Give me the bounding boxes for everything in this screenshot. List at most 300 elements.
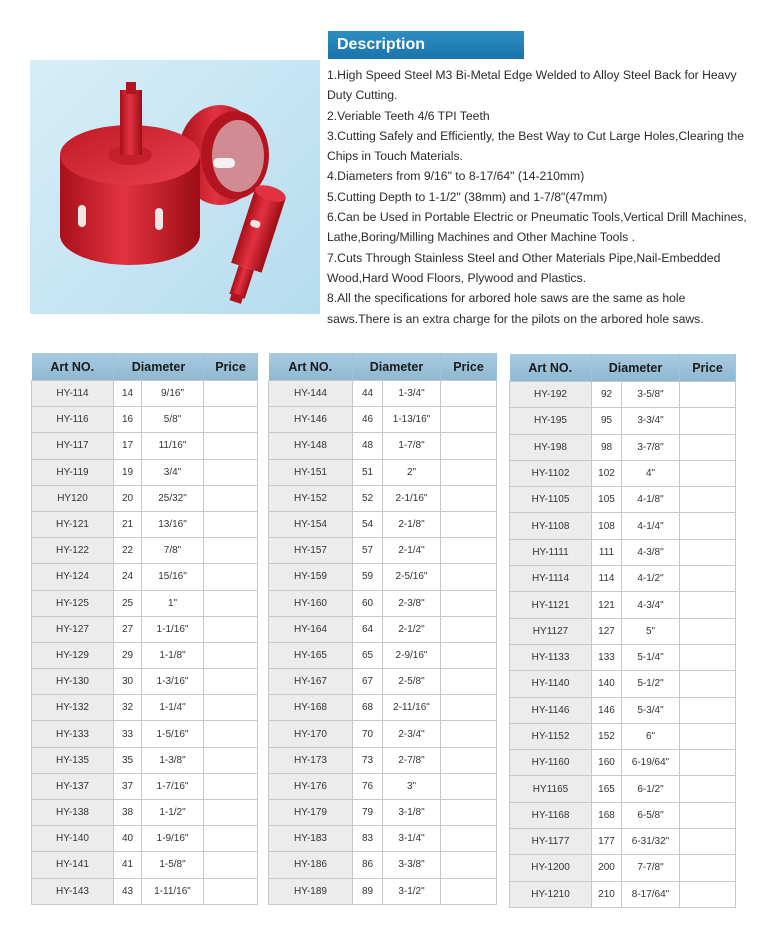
- diameter-inch-cell: 2": [383, 459, 441, 485]
- diameter-mm-cell: 70: [353, 721, 383, 747]
- diameter-inch-cell: 3-1/8": [383, 800, 441, 826]
- art-no-cell: HY-165: [269, 642, 353, 668]
- table-row: [269, 538, 497, 564]
- diameter-inch-cell: 11/16": [142, 433, 204, 459]
- art-no-cell: HY-1168: [510, 802, 592, 828]
- art-no-cell: HY-130: [32, 669, 114, 695]
- art-no-cell: HY-127: [32, 616, 114, 642]
- diameter-inch-cell: 5-3/4": [622, 697, 680, 723]
- table-row: [32, 852, 258, 878]
- diameter-mm-cell: 60: [353, 590, 383, 616]
- table-row: [269, 721, 497, 747]
- diameter-mm-cell: 16: [114, 407, 142, 433]
- price-cell: [204, 721, 258, 747]
- price-cell: [680, 750, 736, 776]
- diameter-inch-cell: 2-9/16": [383, 642, 441, 668]
- spec-table-2: [268, 353, 497, 905]
- diameter-mm-cell: 168: [592, 802, 622, 828]
- diameter-mm-cell: 33: [114, 721, 142, 747]
- diameter-inch-cell: 4": [622, 460, 680, 486]
- diameter-inch-cell: 5": [622, 618, 680, 644]
- description-list: [327, 65, 747, 329]
- art-no-cell: HY-159: [269, 564, 353, 590]
- art-no-cell: HY-138: [32, 800, 114, 826]
- table-row: [510, 776, 736, 802]
- diameter-mm-cell: 79: [353, 800, 383, 826]
- table-row: [269, 800, 497, 826]
- table-row: [32, 669, 258, 695]
- price-cell: [204, 485, 258, 511]
- art-no-cell: HY-141: [32, 852, 114, 878]
- diameter-header: Diameter: [592, 354, 680, 382]
- art-no-cell: HY-160: [269, 590, 353, 616]
- diameter-mm-cell: 43: [114, 878, 142, 904]
- diameter-mm-cell: 51: [353, 459, 383, 485]
- diameter-inch-cell: 3": [383, 773, 441, 799]
- art-no-cell: HY-1108: [510, 513, 592, 539]
- table-row: [510, 671, 736, 697]
- art-no-cell: HY1127: [510, 618, 592, 644]
- description-header: Description: [328, 31, 524, 59]
- art-no-cell: HY-1210: [510, 881, 592, 907]
- diameter-mm-cell: 210: [592, 881, 622, 907]
- price-cell: [441, 826, 497, 852]
- price-cell: [680, 776, 736, 802]
- price-cell: [204, 878, 258, 904]
- price-cell: [441, 852, 497, 878]
- table-row: [510, 881, 736, 907]
- table-row: [269, 642, 497, 668]
- price-cell: [441, 511, 497, 537]
- diameter-inch-cell: 3-1/2": [383, 878, 441, 904]
- art-no-cell: HY-133: [32, 721, 114, 747]
- price-cell: [204, 590, 258, 616]
- art-no-cell: HY-125: [32, 590, 114, 616]
- diameter-mm-cell: 29: [114, 642, 142, 668]
- diameter-inch-cell: 2-1/16": [383, 485, 441, 511]
- diameter-mm-cell: 48: [353, 433, 383, 459]
- diameter-inch-cell: 7/8": [142, 538, 204, 564]
- table-row: [32, 485, 258, 511]
- table-row: [269, 564, 497, 590]
- diameter-inch-cell: 1-1/16": [142, 616, 204, 642]
- diameter-inch-cell: 3-5/8": [622, 382, 680, 408]
- diameter-mm-cell: 127: [592, 618, 622, 644]
- art-no-cell: HY-140: [32, 826, 114, 852]
- art-no-cell: HY-154: [269, 511, 353, 537]
- art-no-cell: HY120: [32, 485, 114, 511]
- diameter-inch-cell: 2-11/16": [383, 695, 441, 721]
- table-row: [510, 697, 736, 723]
- table-row: [269, 747, 497, 773]
- table-row: [32, 564, 258, 590]
- diameter-inch-cell: 6-1/2": [622, 776, 680, 802]
- table-row: [510, 592, 736, 618]
- art-no-cell: HY-1105: [510, 487, 592, 513]
- diameter-mm-cell: 52: [353, 485, 383, 511]
- art-no-cell: HY-148: [269, 433, 353, 459]
- table-row: [269, 433, 497, 459]
- diameter-mm-cell: 57: [353, 538, 383, 564]
- price-cell: [680, 855, 736, 881]
- diameter-inch-cell: 2-5/16": [383, 564, 441, 590]
- price-cell: [680, 539, 736, 565]
- price-cell: [204, 407, 258, 433]
- diameter-mm-cell: 86: [353, 852, 383, 878]
- diameter-mm-cell: 114: [592, 566, 622, 592]
- diameter-mm-cell: 146: [592, 697, 622, 723]
- diameter-mm-cell: 40: [114, 826, 142, 852]
- price-cell: [204, 642, 258, 668]
- diameter-inch-cell: 5/8": [142, 407, 204, 433]
- table-row: [510, 460, 736, 486]
- hole-saw-illustration: [30, 60, 320, 314]
- table-row: [510, 434, 736, 460]
- art-no-cell: HY-135: [32, 747, 114, 773]
- price-cell: [441, 433, 497, 459]
- diameter-mm-cell: 64: [353, 616, 383, 642]
- art-no-cell: HY-157: [269, 538, 353, 564]
- price-cell: [204, 381, 258, 407]
- price-cell: [680, 697, 736, 723]
- table-row: [510, 750, 736, 776]
- art-no-cell: HY-146: [269, 407, 353, 433]
- diameter-inch-cell: 1-5/8": [142, 852, 204, 878]
- art-no-cell: HY-192: [510, 382, 592, 408]
- diameter-mm-cell: 111: [592, 539, 622, 565]
- diameter-mm-cell: 73: [353, 747, 383, 773]
- price-cell: [441, 695, 497, 721]
- table-row: [32, 511, 258, 537]
- diameter-inch-cell: 6-19/64": [622, 750, 680, 776]
- table-row: [32, 407, 258, 433]
- description-item: 5.Cutting Depth to 1-1/2" (38mm) and 1-7/8"(47mm): [327, 189, 608, 204]
- diameter-inch-cell: 2-1/2": [383, 616, 441, 642]
- table-row: [32, 878, 258, 904]
- table-row: [32, 695, 258, 721]
- table-row: [32, 433, 258, 459]
- price-cell: [441, 564, 497, 590]
- diameter-mm-cell: 165: [592, 776, 622, 802]
- diameter-inch-cell: 25/32": [142, 485, 204, 511]
- art-no-cell: HY1165: [510, 776, 592, 802]
- art-no-cell: HY-168: [269, 695, 353, 721]
- table-row: [510, 855, 736, 881]
- art-no-header: Art NO.: [510, 354, 592, 382]
- art-no-cell: HY-1152: [510, 723, 592, 749]
- table-row: [510, 566, 736, 592]
- diameter-mm-cell: 54: [353, 511, 383, 537]
- price-cell: [680, 881, 736, 907]
- diameter-inch-cell: 3-3/4": [622, 408, 680, 434]
- diameter-mm-cell: 67: [353, 669, 383, 695]
- diameter-inch-cell: 1-7/8": [383, 433, 441, 459]
- diameter-inch-cell: 15/16": [142, 564, 204, 590]
- diameter-inch-cell: 1-11/16": [142, 878, 204, 904]
- diameter-mm-cell: 21: [114, 511, 142, 537]
- table-row: [510, 513, 736, 539]
- description-item: 3.Cutting Safely and Efficiently, the Best Way to Cut Large Holes,Clearing the Chips in Touch Materials.: [327, 128, 745, 164]
- price-cell: [441, 590, 497, 616]
- price-cell: [204, 852, 258, 878]
- price-cell: [680, 487, 736, 513]
- price-cell: [680, 408, 736, 434]
- art-no-header: Art NO.: [269, 353, 353, 381]
- table-row: [32, 590, 258, 616]
- diameter-inch-cell: 1-13/16": [383, 407, 441, 433]
- price-cell: [680, 644, 736, 670]
- price-header: Price: [441, 353, 497, 381]
- diameter-mm-cell: 200: [592, 855, 622, 881]
- diameter-mm-cell: 65: [353, 642, 383, 668]
- table-row: [269, 590, 497, 616]
- art-no-cell: HY-186: [269, 852, 353, 878]
- table-row: [269, 485, 497, 511]
- diameter-inch-cell: 7-7/8": [622, 855, 680, 881]
- description-item: 2.Veriable Teeth 4/6 TPI Teeth: [327, 108, 490, 123]
- table-row: [32, 773, 258, 799]
- table-row: [269, 381, 497, 407]
- diameter-mm-cell: 19: [114, 459, 142, 485]
- table-row: [510, 408, 736, 434]
- table-row: [32, 826, 258, 852]
- table-row: [32, 747, 258, 773]
- diameter-inch-cell: 1-7/16": [142, 773, 204, 799]
- diameter-mm-cell: 105: [592, 487, 622, 513]
- table-row: [510, 382, 736, 408]
- product-photo: [30, 60, 320, 314]
- price-cell: [680, 460, 736, 486]
- art-no-cell: HY-132: [32, 695, 114, 721]
- price-cell: [204, 773, 258, 799]
- art-no-cell: HY-189: [269, 878, 353, 904]
- art-no-cell: HY-195: [510, 408, 592, 434]
- price-cell: [680, 829, 736, 855]
- price-cell: [441, 669, 497, 695]
- art-no-cell: HY-117: [32, 433, 114, 459]
- price-cell: [680, 671, 736, 697]
- table-row: [510, 487, 736, 513]
- diameter-inch-cell: 6": [622, 723, 680, 749]
- table-row: [269, 852, 497, 878]
- diameter-mm-cell: 59: [353, 564, 383, 590]
- diameter-mm-cell: 108: [592, 513, 622, 539]
- art-no-cell: HY-137: [32, 773, 114, 799]
- art-no-cell: HY-176: [269, 773, 353, 799]
- art-no-cell: HY-1121: [510, 592, 592, 618]
- diameter-inch-cell: 8-17/64": [622, 881, 680, 907]
- table-row: [510, 829, 736, 855]
- price-cell: [441, 642, 497, 668]
- price-cell: [441, 407, 497, 433]
- price-cell: [441, 878, 497, 904]
- diameter-header: Diameter: [114, 353, 204, 381]
- diameter-inch-cell: 1-3/4": [383, 381, 441, 407]
- table-row: [269, 878, 497, 904]
- art-no-cell: HY-124: [32, 564, 114, 590]
- diameter-mm-cell: 89: [353, 878, 383, 904]
- art-no-cell: HY-143: [32, 878, 114, 904]
- diameter-mm-cell: 14: [114, 381, 142, 407]
- table-row: [269, 695, 497, 721]
- diameter-inch-cell: 3-3/8": [383, 852, 441, 878]
- diameter-inch-cell: 2-5/8": [383, 669, 441, 695]
- table-row: [32, 459, 258, 485]
- price-cell: [441, 721, 497, 747]
- diameter-inch-cell: 5-1/2": [622, 671, 680, 697]
- price-cell: [204, 695, 258, 721]
- diameter-mm-cell: 98: [592, 434, 622, 460]
- art-no-cell: HY-164: [269, 616, 353, 642]
- description-item: 4.Diameters from 9/16" to 8-17/64" (14-210mm): [327, 169, 585, 184]
- art-no-cell: HY-1177: [510, 829, 592, 855]
- price-cell: [441, 381, 497, 407]
- art-no-cell: HY-167: [269, 669, 353, 695]
- description-item: 1.High Speed Steel M3 Bi-Metal Edge Welded to Alloy Steel Back for Heavy Duty Cutting.: [327, 68, 737, 103]
- table-row: [32, 642, 258, 668]
- diameter-mm-cell: 133: [592, 644, 622, 670]
- price-cell: [680, 566, 736, 592]
- art-no-cell: HY-198: [510, 434, 592, 460]
- art-no-cell: HY-179: [269, 800, 353, 826]
- diameter-inch-cell: 1": [142, 590, 204, 616]
- price-cell: [680, 592, 736, 618]
- diameter-header: Diameter: [353, 353, 441, 381]
- diameter-mm-cell: 121: [592, 592, 622, 618]
- diameter-inch-cell: 1-3/16": [142, 669, 204, 695]
- art-no-cell: HY-151: [269, 459, 353, 485]
- diameter-mm-cell: 152: [592, 723, 622, 749]
- diameter-inch-cell: 1-3/8": [142, 747, 204, 773]
- price-cell: [204, 800, 258, 826]
- art-no-cell: HY-183: [269, 826, 353, 852]
- diameter-inch-cell: 3-1/4": [383, 826, 441, 852]
- price-cell: [441, 538, 497, 564]
- art-no-cell: HY-122: [32, 538, 114, 564]
- description-item: 7.Cuts Through Stainless Steel and Other Materials Pipe,Nail-Embedded Wood,Hard Wood Floors, Plywood and Plastics.: [327, 250, 721, 285]
- price-cell: [441, 800, 497, 826]
- table-row: [32, 721, 258, 747]
- art-no-cell: HY-114: [32, 381, 114, 407]
- diameter-mm-cell: 38: [114, 800, 142, 826]
- diameter-inch-cell: 4-3/4": [622, 592, 680, 618]
- price-cell: [680, 513, 736, 539]
- table-row: [510, 539, 736, 565]
- table-row: [269, 616, 497, 642]
- diameter-inch-cell: 1-5/16": [142, 721, 204, 747]
- diameter-inch-cell: 4-3/8": [622, 539, 680, 565]
- table-row: [32, 616, 258, 642]
- diameter-mm-cell: 95: [592, 408, 622, 434]
- diameter-inch-cell: 1-1/2": [142, 800, 204, 826]
- diameter-inch-cell: 2-1/4": [383, 538, 441, 564]
- diameter-inch-cell: 4-1/2": [622, 566, 680, 592]
- table-row: [269, 407, 497, 433]
- price-cell: [680, 382, 736, 408]
- table-row: [32, 800, 258, 826]
- diameter-mm-cell: 22: [114, 538, 142, 564]
- art-no-cell: HY-1160: [510, 750, 592, 776]
- art-no-cell: HY-173: [269, 747, 353, 773]
- diameter-inch-cell: 2-3/4": [383, 721, 441, 747]
- art-no-cell: HY-1140: [510, 671, 592, 697]
- diameter-inch-cell: 6-31/32": [622, 829, 680, 855]
- price-cell: [441, 773, 497, 799]
- art-no-cell: HY-1146: [510, 697, 592, 723]
- diameter-mm-cell: 27: [114, 616, 142, 642]
- diameter-mm-cell: 102: [592, 460, 622, 486]
- diameter-inch-cell: 9/16": [142, 381, 204, 407]
- diameter-inch-cell: 2-7/8": [383, 747, 441, 773]
- price-cell: [204, 564, 258, 590]
- price-cell: [441, 616, 497, 642]
- price-cell: [441, 459, 497, 485]
- diameter-mm-cell: 92: [592, 382, 622, 408]
- diameter-mm-cell: 68: [353, 695, 383, 721]
- diameter-mm-cell: 25: [114, 590, 142, 616]
- diameter-inch-cell: 4-1/8": [622, 487, 680, 513]
- art-no-cell: HY-121: [32, 511, 114, 537]
- price-cell: [680, 434, 736, 460]
- table-row: [269, 669, 497, 695]
- table-row: [269, 826, 497, 852]
- diameter-mm-cell: 20: [114, 485, 142, 511]
- diameter-mm-cell: 44: [353, 381, 383, 407]
- table-row: [510, 723, 736, 749]
- price-cell: [204, 747, 258, 773]
- diameter-inch-cell: 1-9/16": [142, 826, 204, 852]
- price-cell: [441, 485, 497, 511]
- art-no-cell: HY-152: [269, 485, 353, 511]
- table-row: [269, 773, 497, 799]
- diameter-mm-cell: 160: [592, 750, 622, 776]
- diameter-inch-cell: 2-1/8": [383, 511, 441, 537]
- art-no-cell: HY-144: [269, 381, 353, 407]
- price-cell: [680, 618, 736, 644]
- description-item: 6.Can be Used in Portable Electric or Pneumatic Tools,Vertical Drill Machines, Lathe,Boring/Milling Machines and Other Machine Tools .: [327, 210, 747, 245]
- price-cell: [204, 826, 258, 852]
- spec-table-3: [509, 354, 736, 908]
- diameter-mm-cell: 177: [592, 829, 622, 855]
- art-no-cell: HY-1200: [510, 855, 592, 881]
- price-cell: [441, 747, 497, 773]
- table-row: [269, 459, 497, 485]
- diameter-mm-cell: 41: [114, 852, 142, 878]
- price-header: Price: [204, 353, 258, 381]
- diameter-mm-cell: 30: [114, 669, 142, 695]
- price-cell: [204, 511, 258, 537]
- art-no-header: Art NO.: [32, 353, 114, 381]
- price-cell: [204, 669, 258, 695]
- diameter-mm-cell: 32: [114, 695, 142, 721]
- diameter-inch-cell: 5-1/4": [622, 644, 680, 670]
- art-no-cell: HY-119: [32, 459, 114, 485]
- diameter-inch-cell: 3-7/8": [622, 434, 680, 460]
- diameter-inch-cell: 4-1/4": [622, 513, 680, 539]
- diameter-inch-cell: 3/4": [142, 459, 204, 485]
- table-row: [32, 538, 258, 564]
- description-item: 8.All the specifications for arbored hole saws are the same as hole saws.There is an extra charge for the pilots on the arbored hole saws.: [327, 291, 704, 326]
- price-cell: [204, 616, 258, 642]
- art-no-cell: HY-116: [32, 407, 114, 433]
- art-no-cell: HY-129: [32, 642, 114, 668]
- price-cell: [680, 723, 736, 749]
- price-cell: [204, 459, 258, 485]
- table-row: [510, 802, 736, 828]
- diameter-mm-cell: 37: [114, 773, 142, 799]
- diameter-mm-cell: 140: [592, 671, 622, 697]
- diameter-inch-cell: 2-3/8": [383, 590, 441, 616]
